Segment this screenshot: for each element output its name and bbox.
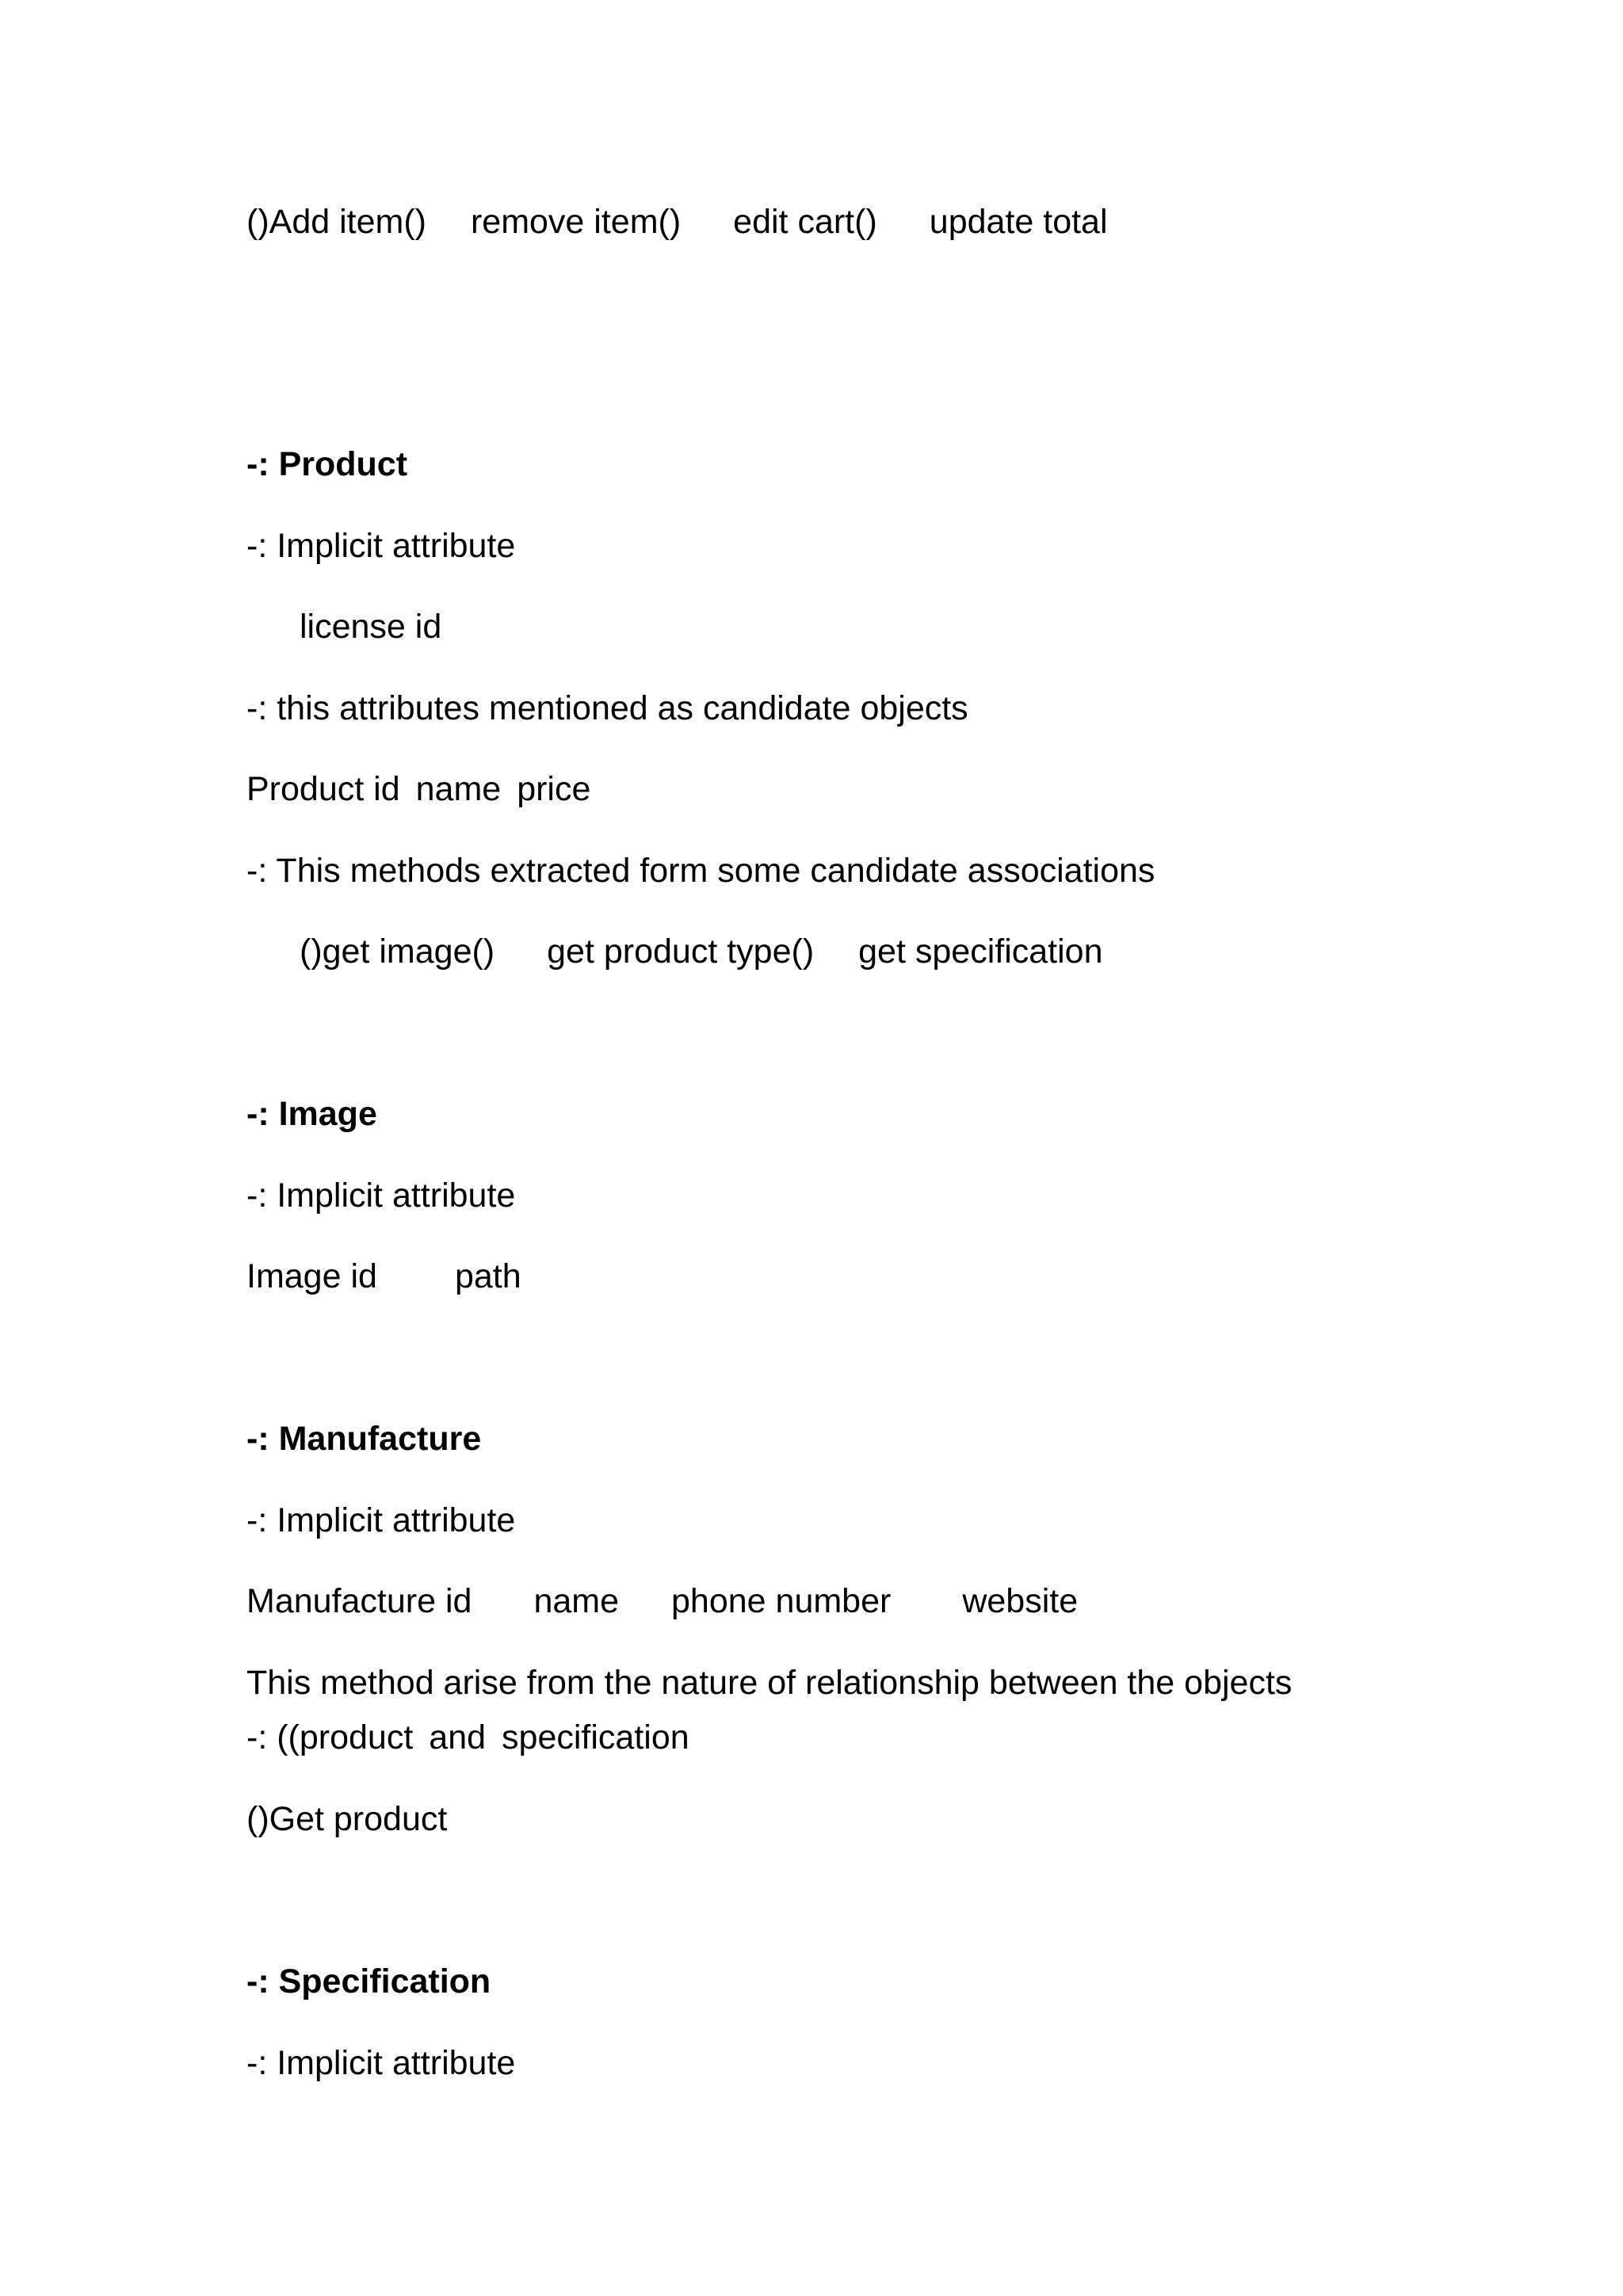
product-candidate-note: -: this attributes mentioned as candidate objects [246, 689, 968, 727]
method-get-image: ()get image() [300, 933, 495, 971]
manufacture-attr-phone: phone number [671, 1582, 892, 1620]
image-attr-path: path [454, 1257, 521, 1295]
manufacture-attr-website: website [962, 1582, 1079, 1620]
manufacture-relation-line [246, 1715, 689, 1760]
manufacture-heading: -: Manufacture [246, 1420, 482, 1458]
image-implicit-label: -: Implicit attribute [246, 1177, 516, 1215]
method-get-specification: get specification [858, 933, 1103, 971]
image-attributes-line [246, 1254, 521, 1299]
product-attr-id: Product id [246, 770, 400, 808]
method-edit-cart: edit cart() [733, 203, 877, 241]
image-attr-id: Image id [246, 1257, 377, 1295]
relation-specification: specification [502, 1718, 689, 1756]
method-add-item: ()Add item() [246, 203, 426, 241]
specification-implicit-label: -: Implicit attribute [246, 2044, 516, 2082]
method-update-total: update total [929, 203, 1108, 241]
product-attributes-line [246, 767, 590, 811]
manufacture-get-product: ()Get product [246, 1800, 448, 1838]
image-heading: -: Image [246, 1095, 377, 1133]
manufacture-implicit-label: -: Implicit attribute [246, 1501, 516, 1539]
relation-and: and [429, 1718, 487, 1756]
method-remove-item: remove item() [470, 203, 682, 241]
relation-product: -: ((product [246, 1718, 414, 1756]
manufacture-attr-name: name [533, 1582, 620, 1620]
manufacture-attributes-line [246, 1579, 1078, 1623]
specification-heading: -: Specification [246, 1962, 491, 2000]
product-license-id: license id [300, 608, 442, 646]
product-heading: -: Product [246, 445, 408, 483]
cart-methods-line [246, 200, 1108, 244]
product-methods-line [300, 929, 1103, 974]
product-methods-note: -: This methods extracted form some candidate associations [246, 852, 1155, 890]
manufacture-attr-id: Manufacture id [246, 1582, 472, 1620]
product-attr-price: price [517, 770, 591, 808]
product-implicit-label: -: Implicit attribute [246, 527, 516, 565]
method-get-product-type: get product type() [547, 933, 815, 971]
manufacture-relation-note: This method arise from the nature of relationship between the objects [246, 1664, 1293, 1702]
product-attr-name: name [415, 770, 502, 808]
